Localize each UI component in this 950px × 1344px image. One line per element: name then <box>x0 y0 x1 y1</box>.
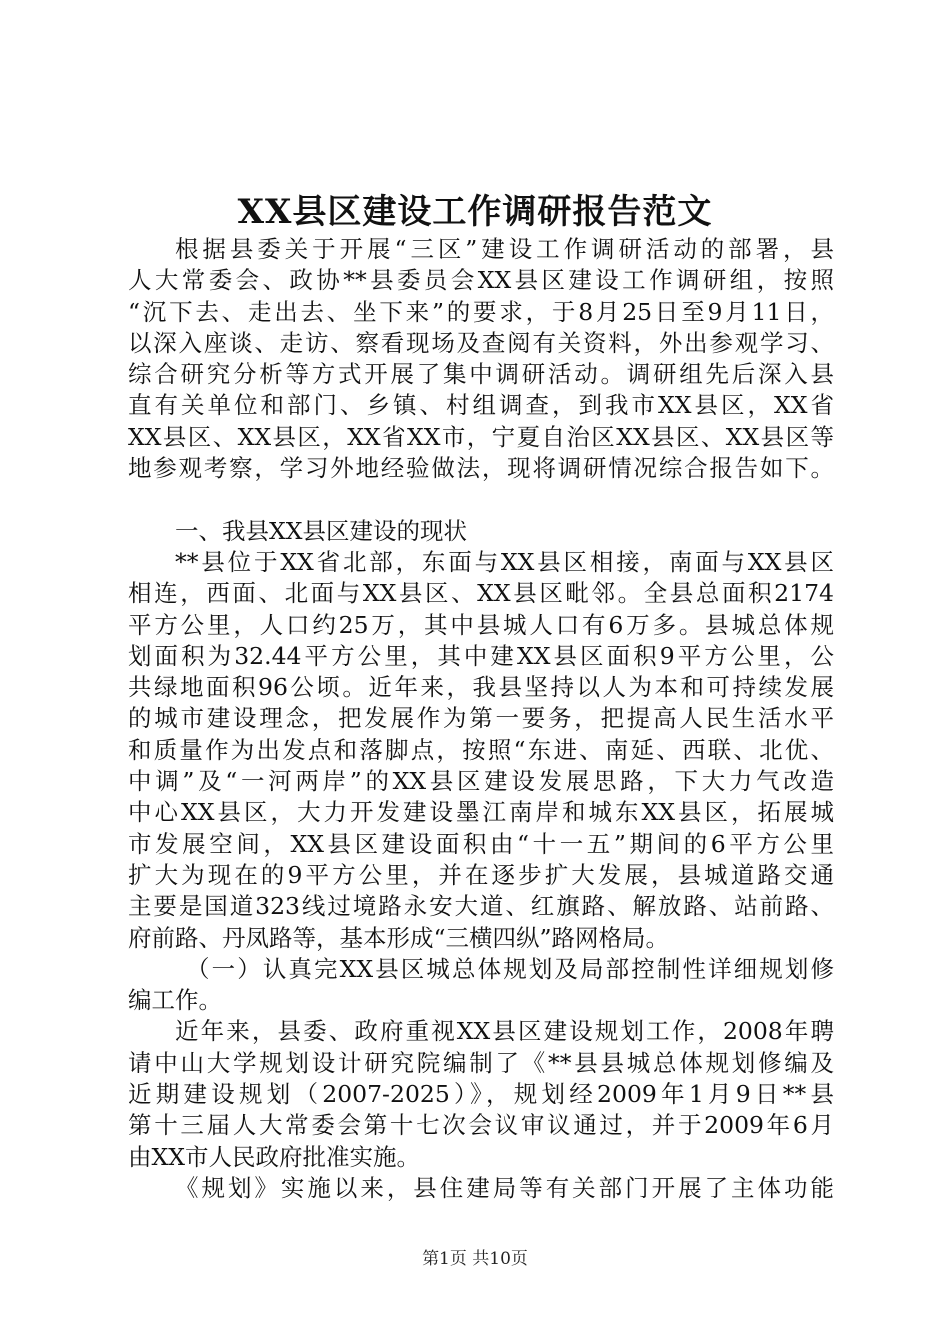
text-line: **县位于XX省北部，东面与XX县区相接，南面与XX县区 <box>175 547 834 576</box>
text-line: 中调”及“一河两岸”的XX县区建设发展思路，下大力气改造 <box>128 767 834 796</box>
text-line: 直有关单位和部门、乡镇、村组调查，到我市XX县区，XX省 <box>128 391 834 420</box>
text-line: 和质量作为出发点和落脚点，按照“东进、南延、西联、北优、 <box>128 735 834 764</box>
section-heading: 一、我县XX县区建设的现状 <box>175 516 467 545</box>
text-line: 由XX市人民政府批准实施。 <box>128 1142 420 1171</box>
text-line: XX县区、XX县区，XX省XX市，宁夏自治区XX县区、XX县区等 <box>128 422 834 451</box>
text-line: 扩大为现在的9平方公里，并在逐步扩大发展，县城道路交通 <box>128 860 834 889</box>
text-line: 市发展空间，XX县区建设面积由“十一五”期间的6平方公里 <box>128 829 834 858</box>
text-line: 主要是国道323线过境路永安大道、红旗路、解放路、站前路、 <box>128 892 834 921</box>
text-line: 综合研究分析等方式开展了集中调研活动。调研组先后深入县 <box>128 360 834 389</box>
text-line: 近年来，县委、政府重视XX县区建设规划工作，2008年聘 <box>175 1017 834 1046</box>
text-line: 根据县委关于开展“三区”建设工作调研活动的部署，县 <box>175 235 834 263</box>
text-line: 《规划》实施以来，县住建局等有关部门开展了主体功能 <box>175 1173 834 1202</box>
subsection-heading-cont: 编工作。 <box>128 986 222 1015</box>
text-line: 请中山大学规划设计研究院编制了《**县县城总体规划修编及 <box>128 1048 834 1077</box>
subsection-heading: （一）认真完XX县区城总体规划及局部控制性详细规划修 <box>186 954 834 983</box>
paragraph-gap <box>128 484 834 515</box>
text-line: 第十三届人大常委会第十七次会议审议通过，并于2009年6月 <box>128 1111 834 1140</box>
text-line: 府前路、丹凤路等，基本形成“三横四纵”路网格局。 <box>128 923 670 952</box>
text-line: 以深入座谈、走访、察看现场及查阅有关资料，外出参观学习、 <box>128 328 834 357</box>
text-line: 共绿地面积96公顷。近年来，我县坚持以人为本和可持续发展 <box>128 673 834 702</box>
text-line: 人大常委会、政协**县委员会XX县区建设工作调研组，按照 <box>128 266 834 295</box>
text-line: 近期建设规划（2007-2025）》，规划经2009年1月9日**县 <box>128 1080 834 1109</box>
text-line: 平方公里，人口约25万，其中县城人口有6万多。县城总体规 <box>128 610 834 639</box>
document-body <box>128 234 834 1204</box>
text-line: 的城市建设理念，把发展作为第一要务，把提高人民生活水平 <box>128 704 834 733</box>
document-title: XX县区建设工作调研报告范文 <box>237 192 713 232</box>
text-line: 中心XX县区，大力开发建设墨江南岸和城东XX县区，拓展城 <box>128 798 834 827</box>
page-footer: 第1页 共10页 <box>422 1249 528 1269</box>
text-line: 相连，西面、北面与XX县区、XX县区毗邻。全县总面积2174 <box>128 579 834 608</box>
text-line: “沉下去、走出去、坐下来”的要求，于8月25日至9月11日， <box>128 297 834 326</box>
text-line: 地参观考察，学习外地经验做法，现将调研情况综合报告如下。 <box>128 454 834 483</box>
text-line: 划面积为32.44平方公里，其中建XX县区面积9平方公里，公 <box>128 641 834 670</box>
